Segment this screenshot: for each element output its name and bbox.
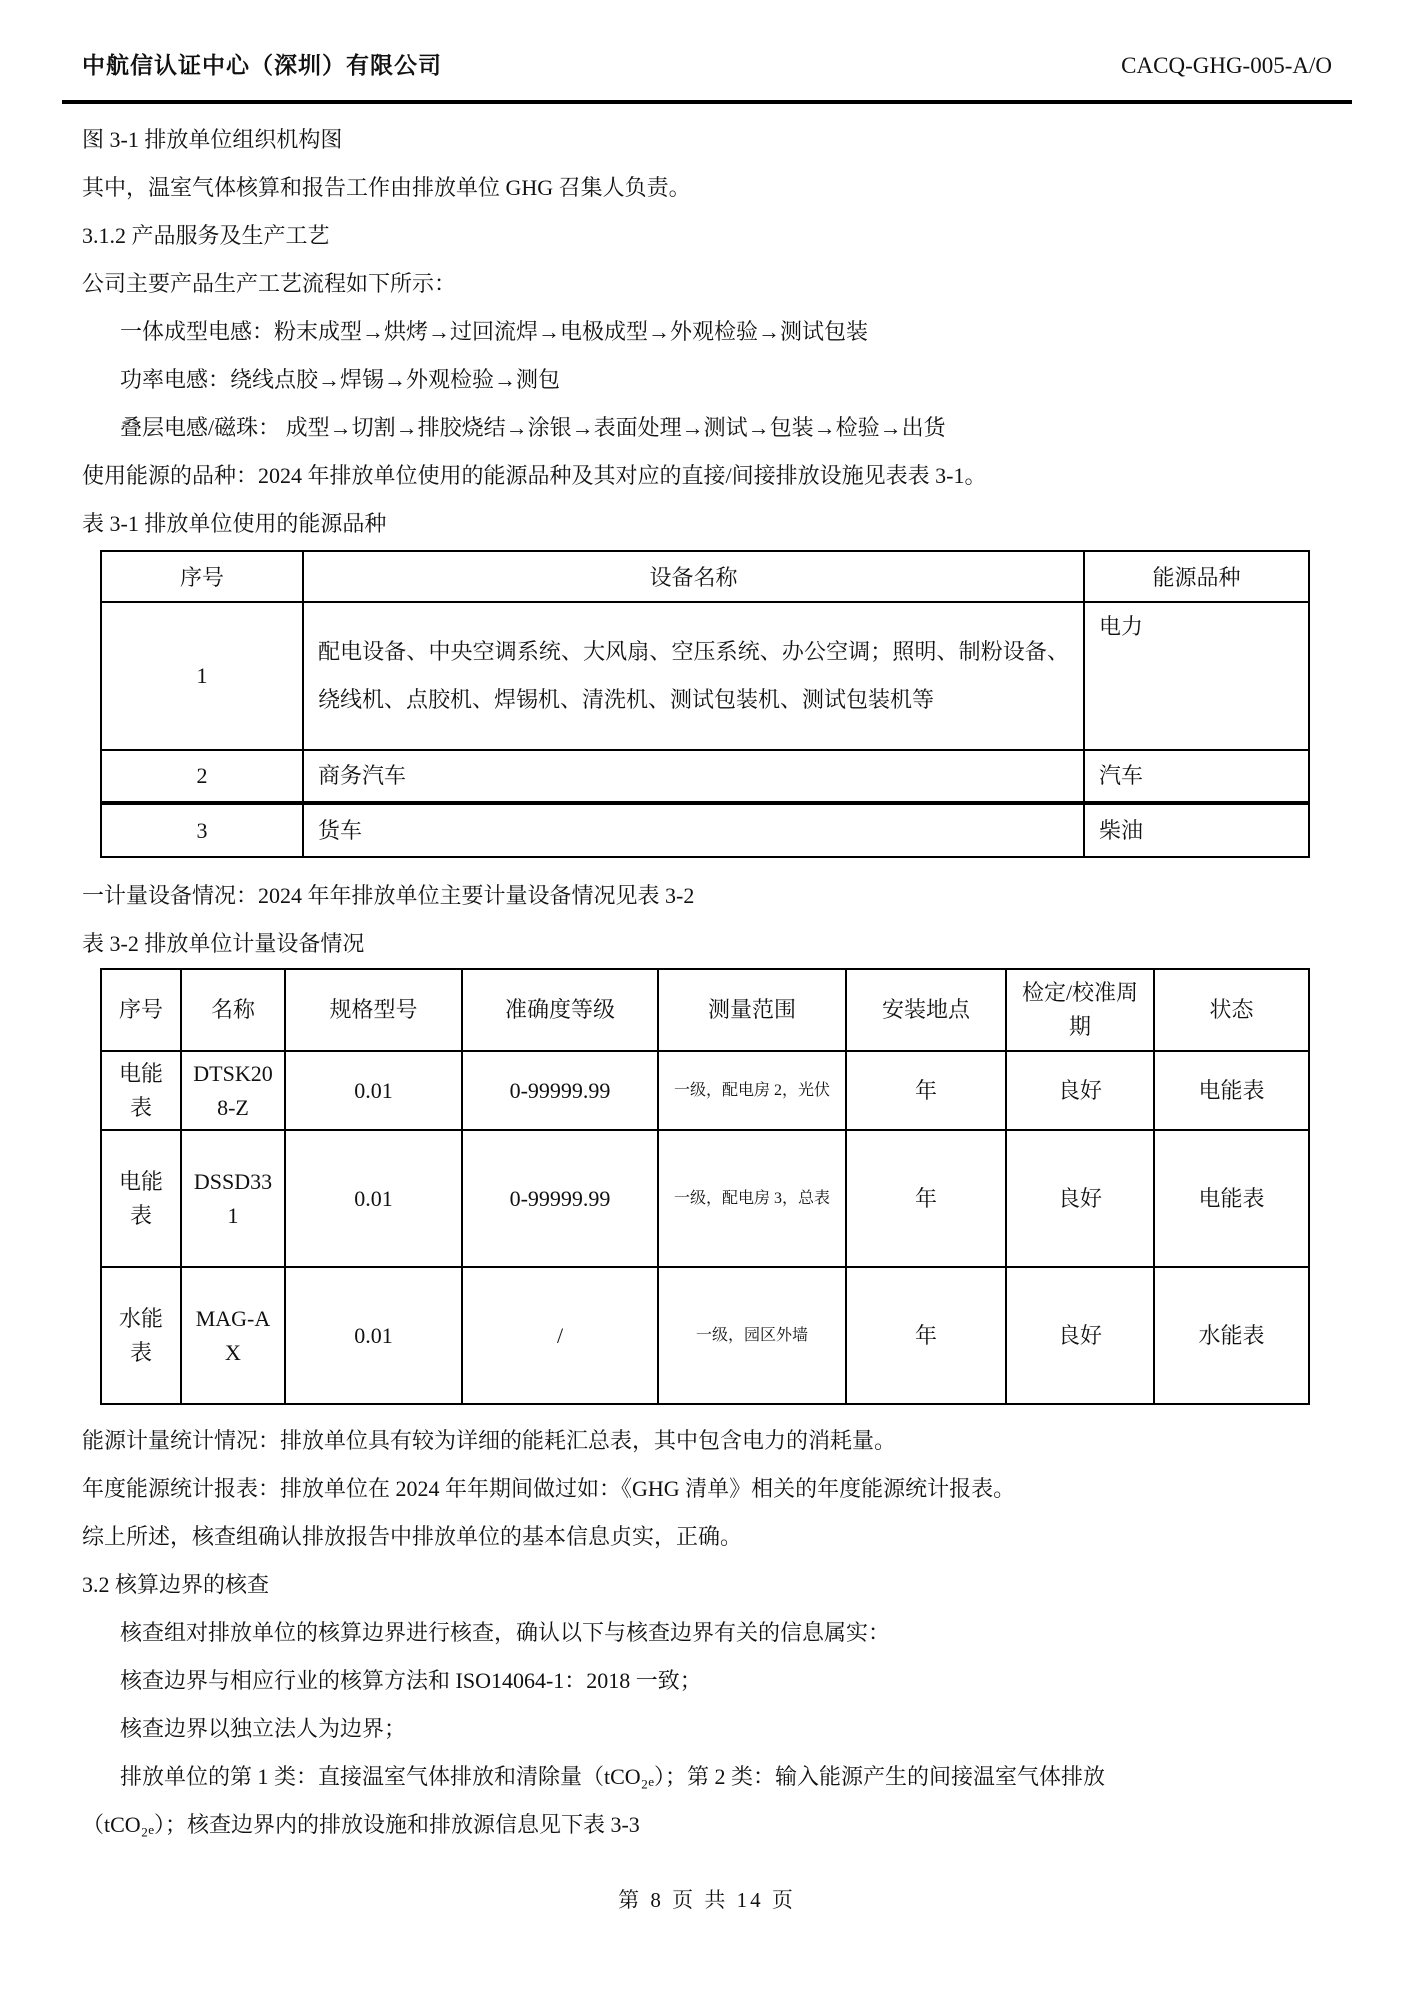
column-header: 状态: [1154, 969, 1309, 1051]
paragraph-figure-caption: 图 3-1 排放单位组织机构图: [82, 127, 343, 152]
table-row: [101, 803, 1309, 857]
table-cell: 一级，配电房 3，总表: [658, 1130, 846, 1267]
table-cell: 0-99999.99: [462, 1130, 658, 1267]
table-cell: 柴油: [1084, 803, 1309, 857]
table-cell: 汽车: [1084, 750, 1309, 803]
table-cell: 电能表: [101, 1130, 181, 1267]
table-cell: 良好: [1006, 1267, 1154, 1404]
paragraph: 年度能源统计报表：排放单位在 2024 年年期间做过如：《GHG 清单》相关的年度能源统计报表。: [82, 1476, 1016, 1501]
table-cell: 电力: [1084, 602, 1309, 750]
paragraph: 核查边界以独立法人为边界；: [120, 1716, 407, 1741]
table-cell: 0.01: [285, 1051, 462, 1130]
table-cell: 商务汽车: [303, 750, 1084, 803]
table-row: [101, 1051, 1309, 1130]
table-cell: 0.01: [285, 1267, 462, 1404]
table-cell: 电能表: [101, 1051, 181, 1130]
table-3-2-title: 表 3-2 排放单位计量设备情况: [82, 931, 365, 956]
table-cell: 0.01: [285, 1130, 462, 1267]
table-cell: 年: [846, 1267, 1006, 1404]
table-cell: DTSK208-Z: [181, 1051, 285, 1130]
table-row: [101, 750, 1309, 803]
paragraph-process-line: 一体成型电感：粉末成型→烘烤→过回流焊→电极成型→外观检验→测试包装: [120, 319, 869, 344]
table-cell: 电能表: [1154, 1051, 1309, 1130]
table-cell: MAG-AX: [181, 1267, 285, 1404]
paragraph: 使用能源的品种：2024 年排放单位使用的能源品种及其对应的直接/间接排放设施见表表 3-1。: [82, 463, 987, 488]
table-row: [101, 1267, 1309, 1404]
page-footer: [0, 1884, 1414, 1914]
column-header: 设备名称: [303, 551, 1084, 602]
table-cell: 货车: [303, 803, 1084, 857]
doc-code: CACQ-GHG-005-A/O: [1121, 53, 1332, 78]
paragraph: 核查组对排放单位的核算边界进行核查，确认以下与核查边界有关的信息属实：: [120, 1620, 891, 1645]
table-header-row: [101, 551, 1309, 602]
column-header: 测量范围: [658, 969, 846, 1051]
table-cell: 配电设备、中央空调系统、大风扇、空压系统、办公空调；照明、制粉设备、绕线机、点胶机、焊锡机、清洗机、测试包装机、测试包装机等: [303, 602, 1084, 750]
page-number: 第 8 页 共 14 页: [618, 1888, 796, 1912]
table-cell: 0-99999.99: [462, 1051, 658, 1130]
table-cell: DSSD331: [181, 1130, 285, 1267]
table-cell: 2: [101, 750, 303, 803]
paragraph: 综上所述，核查组确认排放报告中排放单位的基本信息贞实，正确。: [82, 1524, 743, 1549]
table-cell: 良好: [1006, 1051, 1154, 1130]
table-cell: 3: [101, 803, 303, 857]
table-row: [101, 602, 1309, 750]
page-body: [82, 116, 1332, 1849]
page-header: [62, 0, 1352, 104]
section-heading: 3.1.2 产品服务及生产工艺: [82, 223, 330, 248]
table-cell: /: [462, 1267, 658, 1404]
table-cell: 良好: [1006, 1130, 1154, 1267]
table-cell: 1: [101, 602, 303, 750]
column-header: 能源品种: [1084, 551, 1309, 602]
column-header: 序号: [101, 969, 181, 1051]
table-cell: 水能表: [101, 1267, 181, 1404]
column-header: 名称: [181, 969, 285, 1051]
table-cell: 电能表: [1154, 1130, 1309, 1267]
section-heading: 3.2 核算边界的核查: [82, 1572, 270, 1597]
paragraph-process-line: 叠层电感/磁珠： 成型→切割→排胶烧结→涂银→表面处理→测试→包装→检验→出货: [120, 415, 946, 440]
table-3-2: [100, 968, 1310, 1405]
table-cell: 水能表: [1154, 1267, 1309, 1404]
table-cell: 年: [846, 1130, 1006, 1267]
paragraph: （tCO₂ₑ）；核查边界内的排放设施和排放源信息见下表 3-3: [82, 1812, 640, 1837]
paragraph: 能源计量统计情况：排放单位具有较为详细的能耗汇总表，其中包含电力的消耗量。: [82, 1428, 897, 1453]
paragraph: 核查边界与相应行业的核算方法和 ISO14064-1：2018 一致；: [120, 1668, 702, 1693]
paragraph-process-line: 功率电感：绕线点胶→焊锡→外观检验→测包: [120, 367, 561, 392]
table-3-1-title: 表 3-1 排放单位使用的能源品种: [82, 511, 387, 536]
column-header: 序号: [101, 551, 303, 602]
table-3-1: [100, 550, 1310, 858]
table-header-row: [101, 969, 1309, 1051]
paragraph: 排放单位的第 1 类：直接温室气体排放和清除量（tCO₂ₑ）；第 2 类：输入能源产生的间接温室气体排放: [120, 1764, 1105, 1789]
company-name: 中航信认证中心（深圳）有限公司: [82, 53, 442, 78]
paragraph: 其中，温室气体核算和报告工作由排放单位 GHG 召集人负责。: [82, 175, 691, 200]
paragraph: 公司主要产品生产工艺流程如下所示：: [82, 271, 457, 296]
column-header: 规格型号: [285, 969, 462, 1051]
table-row: [101, 1130, 1309, 1267]
table-cell: 年: [846, 1051, 1006, 1130]
column-header: 检定/校准周期: [1006, 969, 1154, 1051]
paragraph: 一计量设备情况：2024 年年排放单位主要计量设备情况见表 3-2: [82, 883, 695, 908]
column-header: 准确度等级: [462, 969, 658, 1051]
table-cell: 一级，园区外墙: [658, 1267, 846, 1404]
table-cell: 一级，配电房 2，光伏: [658, 1051, 846, 1130]
column-header: 安装地点: [846, 969, 1006, 1051]
